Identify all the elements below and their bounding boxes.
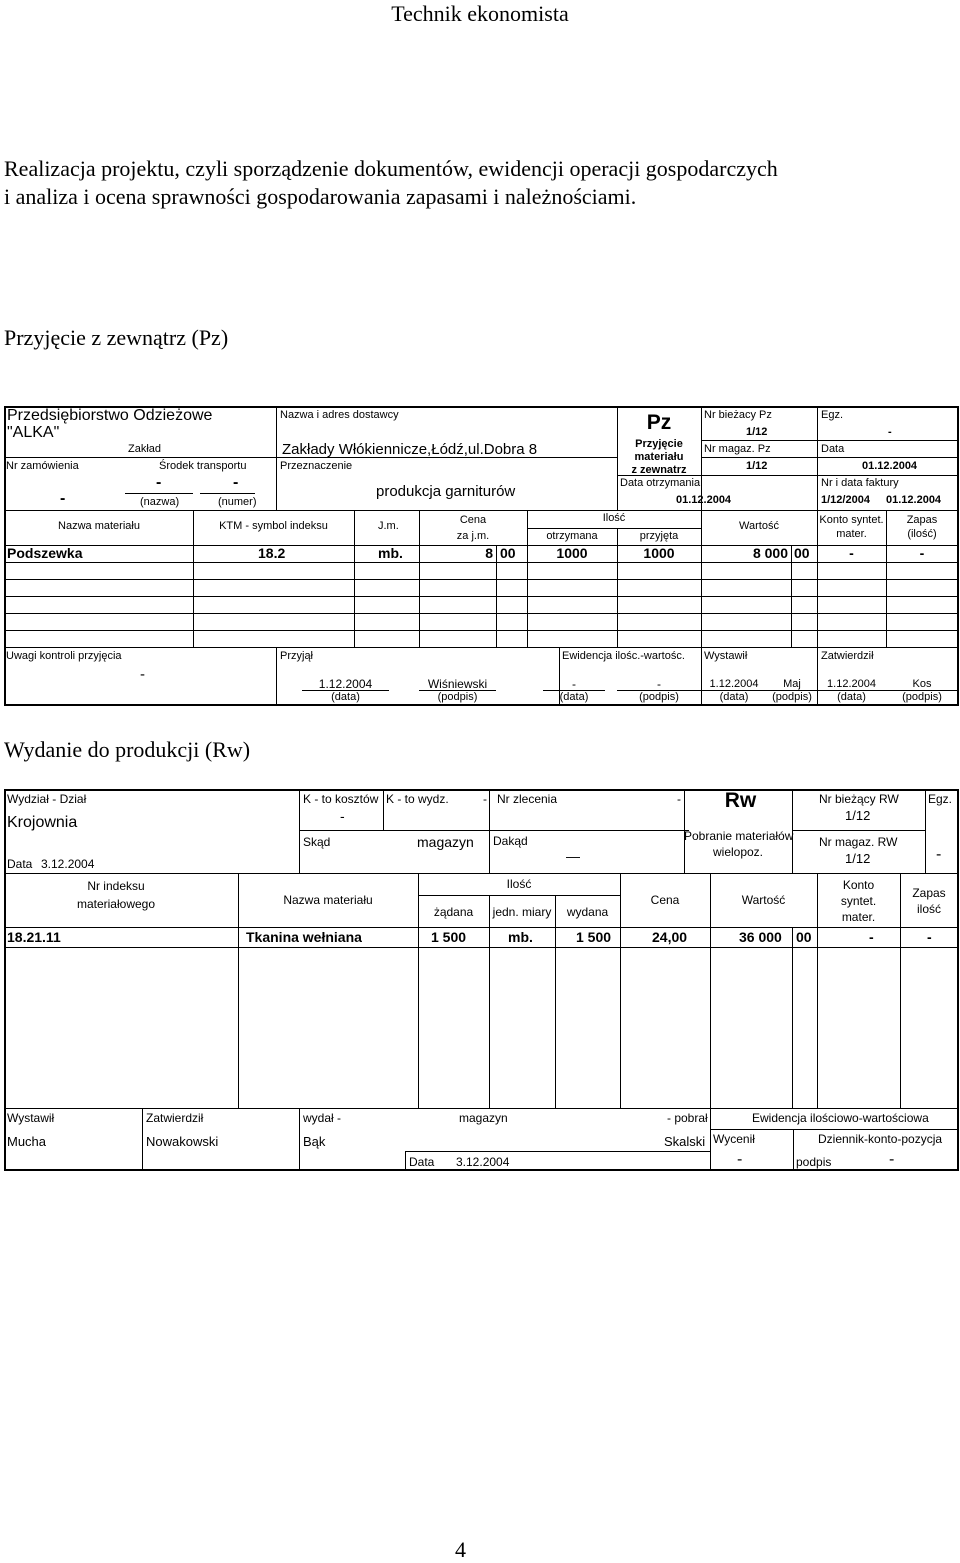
pz-zatwierdzil-label: Zatwierdził	[821, 650, 874, 662]
rw-wystawil-label: Wystawił	[7, 1111, 55, 1125]
pz-zatwierdzil-podpis: Kos	[912, 678, 932, 690]
rw-row-wydana: 1 500	[576, 929, 612, 945]
rw-col-indeks-2: materiałowego	[76, 897, 156, 911]
pz-wystawil-data: 1.12.2004	[709, 678, 759, 690]
pz-wystawil-label: Wystawił	[704, 650, 748, 662]
pz-company-name: Przedsiębiorstwo Odzieżowe	[7, 407, 213, 424]
rw-col-zapas-2: ilość	[916, 902, 941, 916]
rw-nr-biezacy-value: 1/12	[845, 808, 871, 823]
pz-col-cena-1: Cena	[459, 514, 487, 526]
rw-dziennik-label: Dziennik-konto-pozycja	[818, 1132, 943, 1146]
rw-nr-zlecenia-label: Nr zlecenia	[497, 792, 558, 806]
pz-transport-nazwa-value: -	[156, 474, 162, 491]
rw-col-wydana: wydana	[566, 905, 609, 919]
pz-dostawca-value: Zakłady Włókiennicze,Łódź,ul.Dobra 8	[282, 441, 538, 458]
pz-ewidencja-podpis-caption: (podpis)	[639, 691, 679, 703]
rw-pobral-label: - pobrał	[667, 1111, 708, 1125]
pz-faktura-nr-value: 1/12/2004	[821, 494, 870, 506]
pz-przyjal-data: 1.12.2004	[318, 677, 373, 691]
pz-row-przyjeta: 1000	[643, 545, 675, 561]
pz-przyjal-label: Przyjął	[280, 650, 314, 662]
pz-row-wartosc-zl: 8 000	[752, 545, 788, 561]
rw-doc-title-2: wielopoz.	[712, 845, 764, 859]
intro-line-1: Realizacja projektu, czyli sporządzenie dokumentów, ewidencji operacji gospodarczych	[4, 156, 778, 181]
section-title-rw: Wydanie do produkcji (Rw)	[4, 737, 251, 762]
pz-przeznaczenie-value: produkcja garniturów	[376, 483, 516, 500]
rw-col-konto-1: Konto	[842, 878, 875, 892]
rw-wydal-value: Bąk	[303, 1134, 326, 1149]
pz-ewidencja-data: -	[572, 677, 576, 691]
rw-egz-value: -	[936, 846, 942, 863]
rw-col-zadana: żądana	[433, 905, 474, 919]
pz-egz-value: -	[888, 426, 892, 438]
rw-zatwierdzil-value: Nowakowski	[146, 1134, 219, 1149]
pz-uwagi-value: -	[140, 666, 145, 683]
rw-wycenil-value: -	[737, 1151, 743, 1168]
rw-col-wartosc: Wartość	[741, 893, 786, 907]
rw-nr-magaz-value: 1/12	[845, 851, 871, 866]
pz-col-nazwa: Nazwa materiału	[58, 520, 140, 532]
pz-faktura-label: Nr i data faktury	[821, 477, 899, 489]
rw-doc-title-1: Pobranie materiałów	[684, 829, 794, 843]
pz-col-zapas-1: Zapas	[906, 514, 938, 526]
pz-egz-label: Egz.	[821, 409, 844, 421]
page-number: 4	[455, 1537, 466, 1562]
rw-row-jm: mb.	[508, 929, 533, 945]
pz-row-konto: -	[849, 545, 854, 561]
pz-row-otrzymana: 1000	[556, 545, 588, 561]
rw-egz-label: Egz.	[928, 792, 953, 806]
pz-zaklad-label: Zakład	[128, 443, 162, 455]
rw-dokad-label: Dakąd	[493, 834, 528, 848]
rw-k-wydz-value: -	[483, 792, 487, 806]
running-title: Technik ekonomista	[391, 1, 569, 26]
rw-wydzial-value: Krojownia	[7, 814, 78, 831]
rw-k-kosztow-value: -	[340, 808, 345, 824]
rw-row-wartosc-gr: 00	[796, 929, 812, 945]
pz-col-ktm: KTM - symbol indeksu	[219, 520, 328, 532]
pz-dostawca-label: Nazwa i adres dostawcy	[280, 409, 399, 421]
pz-row-cena-zl: 8	[485, 545, 493, 561]
pz-col-wartosc: Wartość	[739, 520, 779, 532]
pz-col-konto-1: Konto syntet.	[819, 514, 884, 526]
rw-col-nazwa: Nazwa materiału	[283, 893, 373, 907]
pz-company-name-2: "ALKA"	[7, 424, 60, 441]
rw-col-zapas-1: Zapas	[912, 886, 946, 900]
pz-nr-magaz-value: 1/12	[746, 460, 768, 472]
pz-zatwierdzil-data-caption: (data)	[837, 691, 866, 703]
rw-nr-magaz-label: Nr magaz. RW	[819, 835, 898, 849]
pz-zatwierdzil-podpis-caption: (podpis)	[902, 691, 942, 703]
pz-data-label: Data	[821, 443, 845, 455]
rw-k-kosztow-label: K - to kosztów	[303, 792, 379, 806]
pz-col-otrzymana: otrzymana	[546, 530, 598, 542]
pz-col-konto-2: mater.	[836, 528, 867, 540]
pz-przeznaczenie-label: Przeznaczenie	[280, 460, 353, 472]
rw-row-wartosc-zl: 36 000	[739, 929, 782, 945]
pz-doc-title-1: Przyjęcie	[635, 438, 683, 450]
rw-zatwierdzil-label: Zatwierdził	[146, 1111, 204, 1125]
intro-line-2: i analiza i ocena sprawności gospodarowania zapasami i należnościami.	[4, 184, 637, 209]
rw-row-zapas: -	[927, 929, 932, 945]
rw-dokad-value: —	[566, 848, 580, 864]
pz-doc-title-3: z zewnatrz	[631, 464, 687, 476]
rw-wydal-label: wydał -	[303, 1111, 342, 1125]
rw-podpis-value: -	[889, 1151, 895, 1168]
rw-wystawil-value: Mucha	[7, 1134, 47, 1149]
pz-uwagi-label: Uwagi kontroli przyjęcia	[6, 650, 122, 662]
rw-skad-label: Skąd	[303, 835, 331, 849]
pz-nr-magaz-label: Nr magaz. Pz	[704, 443, 771, 455]
pz-ewidencja-podpis: -	[657, 677, 661, 691]
pz-col-zapas-2: (ilość)	[907, 528, 937, 540]
pz-wystawil-data-caption: (data)	[719, 691, 749, 703]
pz-zatwierdzil-data: 1.12.2004	[827, 678, 876, 690]
rw-col-konto-2: syntet.	[840, 894, 877, 908]
pz-row-cena-gr: 00	[500, 545, 516, 561]
rw-col-konto-3: mater.	[841, 910, 876, 924]
pz-nr-zamowienia-value: -	[60, 490, 66, 507]
pz-wystawil-podpis: Maj	[783, 678, 801, 690]
pz-col-ilosc: Ilość	[602, 512, 626, 524]
rw-ewidencja-label: Ewidencja ilościowo-wartościowa	[752, 1111, 929, 1125]
pz-nr-zamowienia-label: Nr zamówienia	[6, 460, 79, 472]
rw-col-ilosc: Ilość	[506, 877, 532, 891]
pz-data-otrzymania-value: 01.12.2004	[676, 494, 732, 506]
pz-col-cena-2: za j.m.	[456, 530, 490, 542]
pz-ewidencja-data-caption: (data)	[559, 691, 589, 703]
rw-row-cena: 24,00	[652, 929, 688, 945]
pz-faktura-data-value: 01.12.2004	[886, 494, 942, 506]
rw-data-label: Data	[7, 857, 33, 871]
pz-przyjal-podpis-caption: (podpis)	[437, 691, 478, 703]
rw-row-konto: -	[869, 929, 874, 945]
rw-podpis-label: podpis	[796, 1155, 832, 1169]
pz-nr-biezacy-value: 1/12	[746, 426, 768, 438]
pz-doc-code: Pz	[646, 411, 672, 434]
rw-footer-data-label: Data	[409, 1155, 435, 1169]
rw-col-indeks-1: Nr indeksu	[87, 879, 145, 893]
rw-row-indeks: 18.21.11	[7, 929, 61, 945]
rw-pobral-value: Skalski	[664, 1134, 706, 1149]
rw-wycenil-label: Wycenił	[713, 1132, 755, 1146]
pz-przyjal-podpis: Wiśniewski	[427, 677, 488, 691]
pz-transport-numer-value: -	[233, 474, 239, 491]
rw-col-jm: jedn. miary	[492, 905, 552, 919]
rw-magazyn-label: magazyn	[459, 1111, 508, 1125]
pz-data-otrzymania-label: Data otrzymania	[620, 477, 701, 489]
pz-row-wartosc-gr: 00	[794, 545, 810, 561]
pz-doc-title-2: materiału	[634, 451, 684, 463]
pz-wystawil-podpis-caption: (podpis)	[772, 691, 812, 703]
rw-row-zadana: 1 500	[431, 929, 467, 945]
rw-doc-code: Rw	[724, 789, 757, 812]
pz-nr-biezacy-label: Nr bieżacy Pz	[704, 409, 772, 421]
pz-row-nazwa: Podszewka	[7, 545, 83, 561]
section-title-pz: Przyjęcie z zewnątrz (Pz)	[4, 325, 229, 350]
pz-col-przyjeta: przyjęta	[639, 530, 679, 542]
rw-k-wydz-label: K - to wydz.	[386, 792, 449, 806]
rw-nr-biezacy-label: Nr bieżący RW	[819, 792, 899, 806]
pz-row-ktm: 18.2	[258, 545, 286, 561]
rw-skad-value: magazyn	[417, 834, 474, 850]
pz-data-value: 01.12.2004	[862, 460, 918, 472]
rw-wydzial-label: Wydział - Dział	[7, 792, 87, 806]
pz-przyjal-data-caption: (data)	[331, 691, 360, 703]
rw-row-nazwa: Tkanina wełniana	[246, 929, 362, 945]
pz-srodek-transportu-label: Środek transportu	[159, 460, 247, 472]
pz-col-jm: J.m.	[378, 520, 399, 532]
pz-ewidencja-label: Ewidencja ilośc.-wartośc.	[562, 650, 685, 662]
pz-nazwa-caption: (nazwa)	[140, 496, 180, 508]
rw-nr-zlecenia-value: -	[677, 792, 681, 806]
rw-footer-data-value: 3.12.2004	[456, 1155, 510, 1169]
pz-numer-caption: (numer)	[218, 496, 257, 508]
pz-row-zapas: -	[919, 545, 925, 561]
pz-row-jm: mb.	[378, 545, 403, 561]
rw-col-cena: Cena	[650, 893, 680, 907]
rw-data-value: 3.12.2004	[41, 857, 95, 871]
